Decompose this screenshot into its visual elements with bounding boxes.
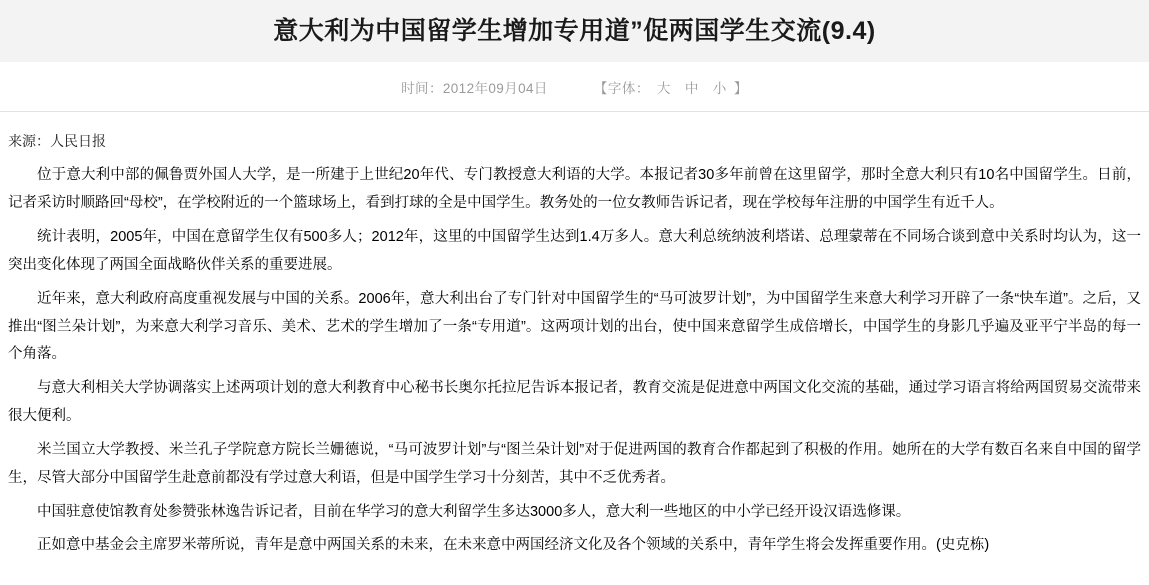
- article-paragraph: 近年来，意大利政府高度重视发展与中国的关系。2006年，意大利出台了专门针对中国留学生的“马可波罗计划”，为中国留学生来意大利学习开辟了一条“快车道”。之后，又推出“图兰朵计划”，为来意大利学习音乐、美术、艺术的学生增加了一条“专用道”。这两项计划的出台，使中国来意留学生成倍增长，中国学生的身影几乎遍及亚平宁半岛的每一个角落。: [8, 290, 1141, 363]
- time-label: 时间：: [401, 80, 443, 96]
- article-paragraph: 位于意大利中部的佩鲁贾外国人大学，是一所建于上世纪20年代、专门教授意大利语的大学。本报记者30多年前曾在这里留学，那时全意大利只有10名中国留学生。日前，记者采访时顺路回“母校”，在学校附近的一个篮球场上，看到打球的全是中国学生。教务处的一位女教师告诉记者，现在学校每年注册的中国学生有近千人。: [8, 167, 1141, 212]
- article-paragraph: 中国驻意使馆教育处参赞张林逸告诉记者，目前在华学习的意大利留学生多达3000多人，意大利一些地区的中小学已经开设汉语选修课。: [37, 503, 911, 520]
- article-source: 来源：人民日报: [8, 133, 106, 149]
- article-content: [0, 112, 1149, 560]
- title-bar: [0, 0, 1149, 62]
- article-paragraph: 统计表明，2005年，中国在意留学生仅有500多人；2012年，这里的中国留学生达到1.4万多人。意大利总统纳波利塔诺、总理蒙蒂在不同场合谈到意中关系时均认为，这一突出变化体现了两国全面战略伙伴关系的重要进展。: [8, 229, 1141, 273]
- font-size-label: 【字体：: [593, 80, 650, 96]
- font-size-medium-button[interactable]: 中: [684, 80, 699, 96]
- article-paragraph: 与意大利相关大学协调落实上述两项计划的意大利教育中心秘书长奥尔托拉尼告诉本报记者，教育交流是促进意中两国文化交流的基础，通过学习语言将给两国贸易交流带来很大便利。: [8, 380, 1141, 425]
- meta-inner: [401, 77, 748, 97]
- font-size-label-close: 】: [733, 80, 748, 96]
- font-size-large-button[interactable]: 大: [656, 80, 671, 96]
- font-size-small-button[interactable]: 小: [712, 80, 727, 96]
- time-value: 2012年09月04日: [442, 80, 548, 96]
- article-meta-bar: [0, 62, 1149, 112]
- page-title: 意大利为中国留学生增加专用道”促两国学生交流(9.4): [273, 17, 876, 45]
- font-size-control: [594, 77, 748, 97]
- article-paragraph: 米兰国立大学教授、米兰孔子学院意方院长兰姗德说，“马可波罗计划”与“图兰朵计划”对于促进两国的教育合作都起到了积极的作用。她所在的大学有数百名来自中国的留学生，尽管大部分中国留学生赴意前都没有学过意大利语，但是中国学生学习十分刻苦，其中不乏优秀者。: [8, 441, 1141, 486]
- article-paragraph: 正如意中基金会主席罗米蒂所说，青年是意中两国关系的未来，在未来意中两国经济文化及各个领域的关系中，青年学生将会发挥重要作用。(史克栋): [37, 537, 990, 554]
- publish-time: [401, 77, 548, 97]
